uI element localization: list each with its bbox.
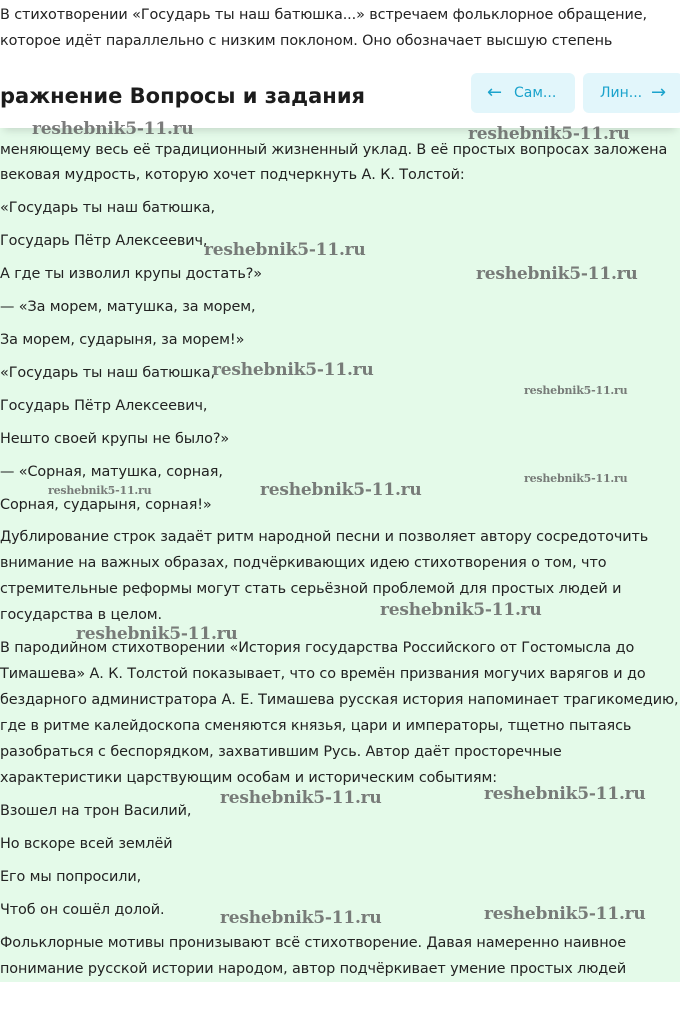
watermark: reshebnik5-11.ru — [204, 240, 366, 260]
poem-line: А где ты изволил крупы достать?» — [0, 266, 262, 282]
poem-line: Государь Пётр Алексеевич, — [0, 398, 208, 414]
poem-line: Его мы попросили, — [0, 869, 142, 885]
poem-line: «Государь ты наш батюшка, — [0, 365, 216, 381]
watermark: reshebnik5-11.ru — [468, 124, 630, 144]
arrow-right-icon: → — [651, 82, 667, 103]
text-line: понимание русской истории народом, автор подчёркивает умение простых людей — [0, 961, 627, 977]
poem-line: «Государь ты наш батюшка, — [0, 200, 216, 216]
page-title: ражнение Вопросы и задания — [0, 84, 366, 108]
text-line: где в ритме калейдоскопа сменяются князья, цари и императоры, тщетно пытаясь — [0, 718, 632, 734]
watermark: reshebnik5-11.ru — [212, 360, 374, 380]
watermark: reshebnik5-11.ru — [76, 624, 238, 644]
watermark: reshebnik5-11.ru — [260, 480, 422, 500]
next-exercise-label: Лин... — [600, 85, 643, 101]
watermark: reshebnik5-11.ru — [484, 784, 646, 804]
watermark: reshebnik5-11.ru — [48, 484, 152, 497]
intro-line: которое идёт параллельно с низким поклоном. Оно обозначает высшую степень — [0, 33, 613, 49]
watermark: reshebnik5-11.ru — [220, 788, 382, 808]
text-line: характеристики царствующим особам и историческим событиям: — [0, 770, 497, 786]
text-line: разобраться с беспорядком, захватившим Русь. Автор даёт просторечные — [0, 744, 562, 760]
text-line: Фольклорные мотивы пронизывают всё стихотворение. Давая намеренно наивное — [0, 935, 626, 951]
watermark: reshebnik5-11.ru — [380, 600, 542, 620]
watermark: reshebnik5-11.ru — [484, 904, 646, 924]
text-line: государства в целом. — [0, 607, 163, 623]
poem-line: За морем, сударыня, за морем!» — [0, 332, 245, 348]
watermark: reshebnik5-11.ru — [32, 119, 194, 139]
intro-line: В стихотворении «Государь ты наш батюшка...» встречаем фольклорное обращение, — [0, 7, 647, 23]
poem-line: Но вскоре всей землёй — [0, 836, 173, 852]
poem-line: Сорная, сударыня, сорная!» — [0, 497, 212, 513]
prev-exercise-label: Сам... — [514, 85, 557, 101]
watermark: reshebnik5-11.ru — [476, 264, 638, 284]
text-line: В пародийном стихотворении «История государства Российского от Гостомысла до — [0, 640, 635, 656]
text-line: бездарного администратора А. Е. Тимашева русская история напоминает трагикомедию, — [0, 692, 679, 708]
text-line: стремительные реформы могут стать серьёзной проблемой для простых людей и — [0, 581, 622, 597]
text-line: Дублирование строк задаёт ритм народной песни и позволяет автору сосредоточить — [0, 529, 649, 545]
poem-line: Государь Пётр Алексеевич, — [0, 233, 208, 249]
prev-exercise-button[interactable] — [471, 73, 575, 113]
poem-line: Взошел на трон Василий, — [0, 803, 192, 819]
text-line: Тимашева» А. К. Толстой показывает, что со времён призвания могучих варягов и до — [0, 666, 646, 682]
intro-paragraph — [0, 0, 680, 60]
text-line: вековая мудрость, которую хочет подчеркнуть А. К. Толстой: — [0, 167, 465, 183]
watermark: reshebnik5-11.ru — [524, 472, 628, 485]
poem-line: — «Сорная, матушка, сорная, — [0, 464, 223, 480]
poem-line: Нешто своей крупы не было?» — [0, 431, 230, 447]
poem-line: Чтоб он сошёл долой. — [0, 902, 165, 918]
poem-line: — «За морем, матушка, за морем, — [0, 299, 256, 315]
watermark: reshebnik5-11.ru — [220, 908, 382, 928]
text-line: внимание на важных образах, подчёркивающих идею стихотворения о том, что — [0, 555, 607, 571]
arrow-left-icon: ← — [487, 82, 503, 103]
watermark: reshebnik5-11.ru — [524, 384, 628, 397]
text-line: меняющему весь её традиционный жизненный уклад. В её простых вопросах заложена — [0, 142, 668, 158]
next-exercise-button[interactable] — [583, 73, 680, 113]
